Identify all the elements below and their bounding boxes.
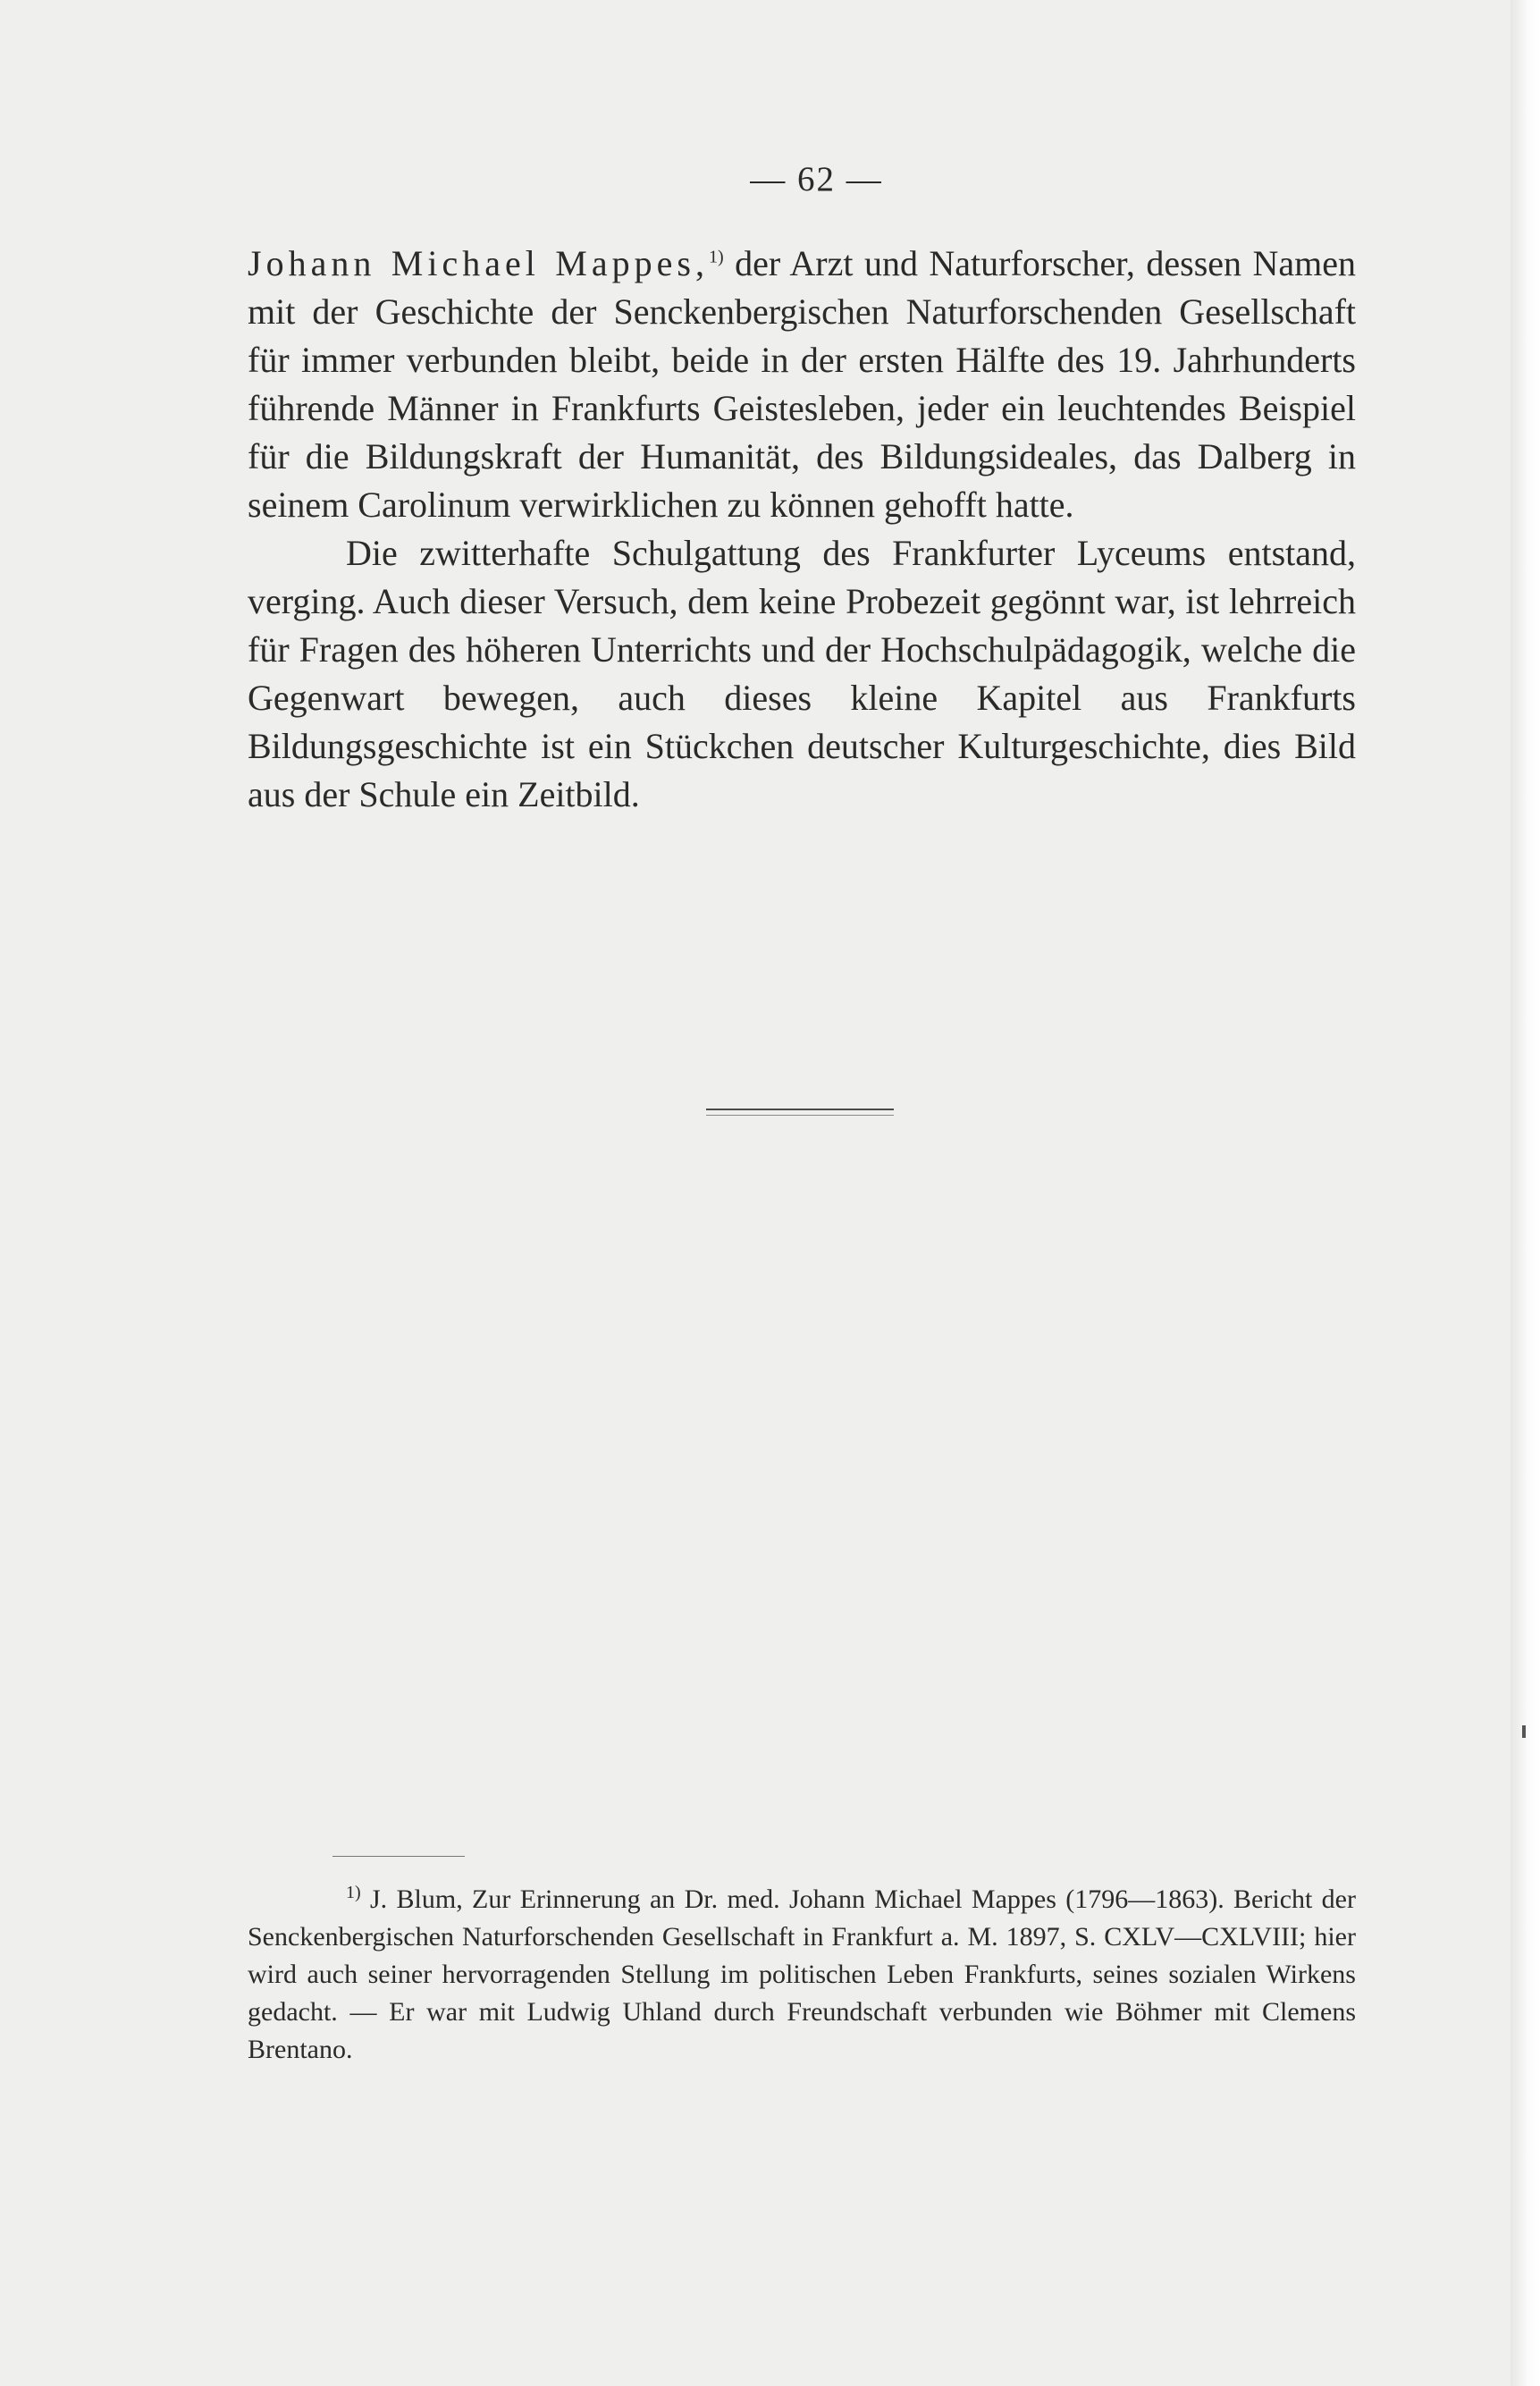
footnote-text: J. Blum, Zur Erinnerung an Dr. med. Johann Michael Mappes (1796—1863). Bericht der Senckenbergischen Naturforschenden Gesellschaft in Frankfurt a. M. 1897, S. CXLV—CXLVIII; hier wird auch seiner hervorragenden Stellung im politischen Leben Frankfurts, seines sozialen Wirkens gedacht. — Er war mit Ludwig Uhland durch Freundschaft verbunden wie Böhmer mit Clemens Brentano.	[248, 1884, 1356, 2064]
footnote-marker: 1)	[346, 1883, 361, 1902]
paragraph-1	[248, 240, 1356, 529]
footnote-paragraph	[248, 1881, 1356, 2069]
footnote-reference: 1)	[708, 247, 724, 267]
person-name: Johann Michael Mappes,	[248, 243, 709, 283]
footnote	[248, 1881, 1356, 2069]
paragraph-2: Die zwitterhafte Schulgattung des Frankfurter Lyceums entstand, verging. Auch dieser Versuch, dem keine Probezeit gegönnt war, ist lehrreich für Fragen des höheren Unterrichts und der Hochschulpädagogik, welche die Gegenwart bewegen, auch dieses kleine Kapitel aus Frankfurts Bildungsgeschichte ist ein Stückchen deutscher Kulturgeschichte, dies Bild aus der Schule ein Zeitbild.	[248, 533, 1356, 814]
page-number: — 62 —	[750, 160, 883, 198]
main-text	[248, 240, 1356, 819]
paragraph-1-text: der Arzt und Naturforscher, dessen Namen mit der Geschichte der Senckenbergischen Naturforschenden Gesellschaft für immer verbunden bleibt, beide in der ersten Hälfte des 19. Jahrhunderts führende Männer in Frankfurts Geistesleben, jeder ein leuchtendes Beispiel für die Bildungskraft der Humanität, des Bildungsideales, das Dalberg in seinem Carolinum verwirklichen zu können gehofft hatte.	[248, 243, 1356, 525]
footnote-rule	[332, 1856, 465, 1857]
section-divider-thin	[706, 1115, 894, 1116]
edge-mark	[1522, 1725, 1526, 1738]
page-edge	[1511, 0, 1540, 2386]
section-divider	[706, 1109, 894, 1110]
